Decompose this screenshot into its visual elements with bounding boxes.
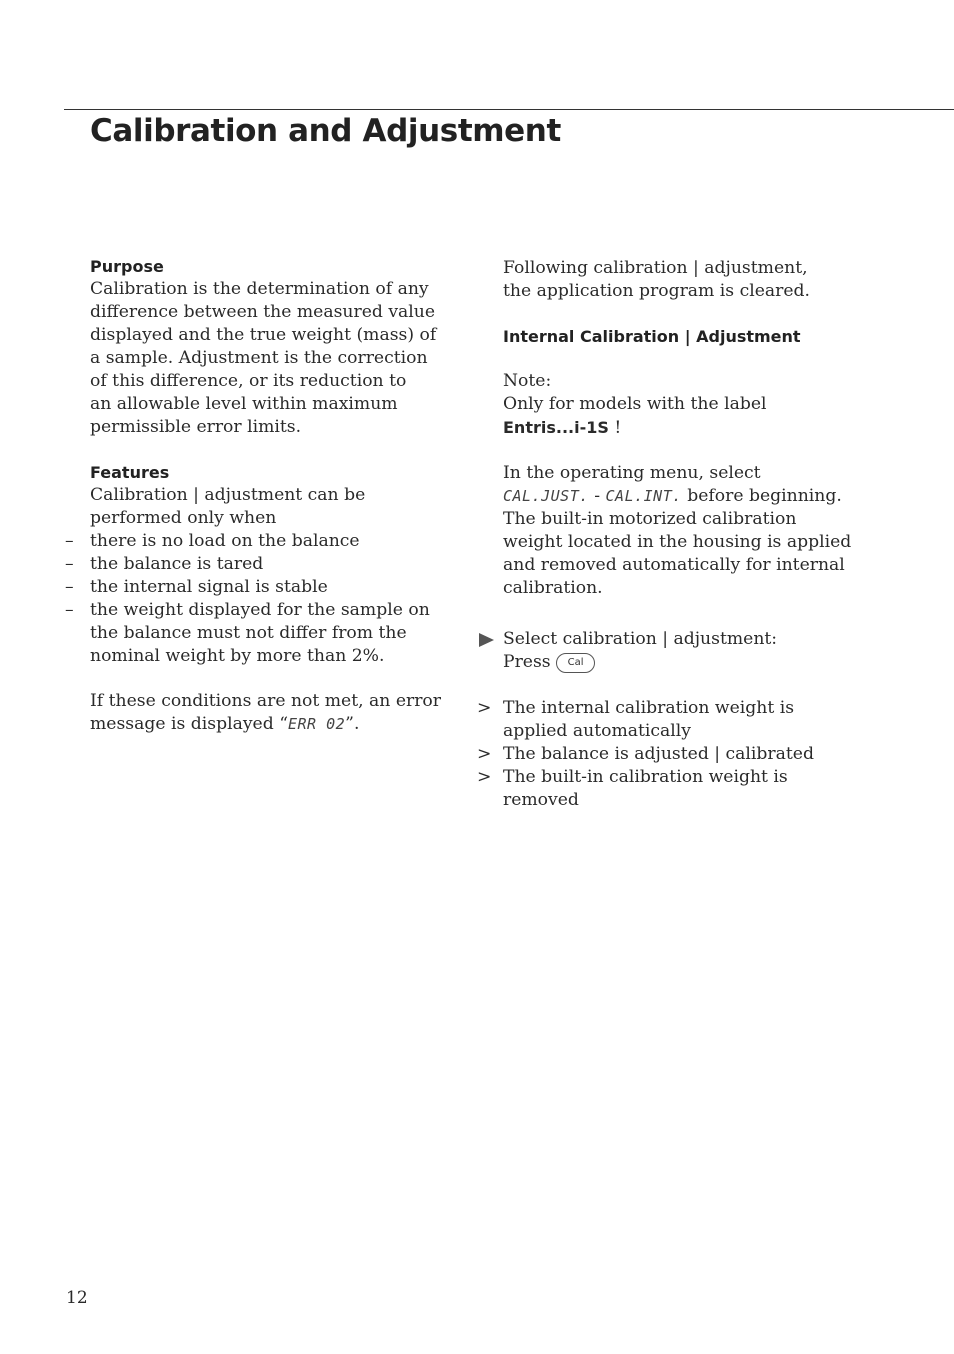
features-intro-line: performed only when [90,508,277,528]
condition-bullet [65,553,435,576]
menu-code-cal-int: CAL.INT. [605,487,682,505]
model-suffix: ! [608,418,622,438]
purpose-line: displayed and the true weight (mass) of [90,325,437,345]
result-continuation: removed [503,790,579,810]
error-message-line [90,713,435,736]
purpose-line: of this difference, or its reduction to [90,371,407,391]
step-instruction [503,628,843,651]
result-item [477,697,843,720]
error-prefix: message is displayed “ [90,714,288,734]
features-intro-line: Calibration | adjustment can be [90,485,366,505]
purpose-heading: Purpose [90,257,164,276]
error-line: If these conditions are not met, an error [90,691,442,711]
menu-description-line: calibration. [503,578,603,598]
menu-path-line [503,485,843,508]
right-column [477,257,852,812]
menu-description-line: and removed automatically for internal [503,555,845,575]
bullet-dash: – [65,531,74,551]
result-text: The internal calibration weight is [503,698,795,718]
press-line [503,651,843,674]
intro-line: the application program is cleared. [503,281,810,301]
result-text: The built-in calibration weight is [503,767,788,787]
result-text: The balance is adjusted | calibrated [503,744,814,764]
result-marker: > [477,698,492,718]
model-line [503,416,843,440]
menu-code-cal-just: CAL.JUST. [503,487,589,505]
result-marker: > [477,767,492,787]
purpose-line: an allowable level within maximum [90,394,398,414]
internal-calibration-heading: Internal Calibration | Adjustment [503,327,801,346]
note-label: Note: [503,371,552,391]
menu-description-line: weight located in the housing is applied [503,532,852,552]
menu-suffix: before beginning. [681,486,842,506]
menu-line: In the operating menu, select [503,463,761,483]
condition-bullet [65,530,435,553]
condition-bullet [65,576,435,599]
condition-bullet [65,599,435,622]
condition-text: the internal signal is stable [90,577,328,597]
condition-text: the balance is tared [90,554,264,574]
purpose-line: difference between the measured value [90,302,436,322]
bullet-dash: – [65,554,74,574]
intro-line: Following calibration | adjustment, [503,258,808,278]
error-suffix: ”. [345,714,360,734]
result-item [477,766,843,789]
condition-continuation: the balance must not differ from the [90,623,407,643]
error-code-display: ERR 02 [287,715,346,733]
model-label: Entris...i-1S [503,418,609,437]
result-marker: > [477,744,492,764]
condition-text: there is no load on the balance [90,531,360,551]
note-text: Only for models with the label [503,394,767,414]
condition-continuation: nominal weight by more than 2%. [90,646,385,666]
menu-separator: - [588,486,606,506]
menu-description-line: The built-in motorized calibration [503,509,797,529]
step-arrow-icon [479,633,494,647]
page-number: 12 [66,1288,88,1308]
step-text: Select calibration | adjustment: [503,629,778,649]
features-heading: Features [90,463,170,482]
page-title: Calibration and Adjustment [90,113,561,149]
purpose-line: Calibration is the determination of any [90,279,429,299]
bullet-dash: – [65,600,74,620]
press-label: Press [503,652,551,672]
result-continuation: applied automatically [503,721,691,741]
result-item [477,743,843,766]
purpose-line: permissible error limits. [90,417,302,437]
left-column [65,255,442,736]
condition-text: the weight displayed for the sample on [90,600,430,620]
bullet-dash: – [65,577,74,597]
purpose-line: a sample. Adjustment is the correction [90,348,428,368]
cal-key-icon: Cal [556,653,596,673]
